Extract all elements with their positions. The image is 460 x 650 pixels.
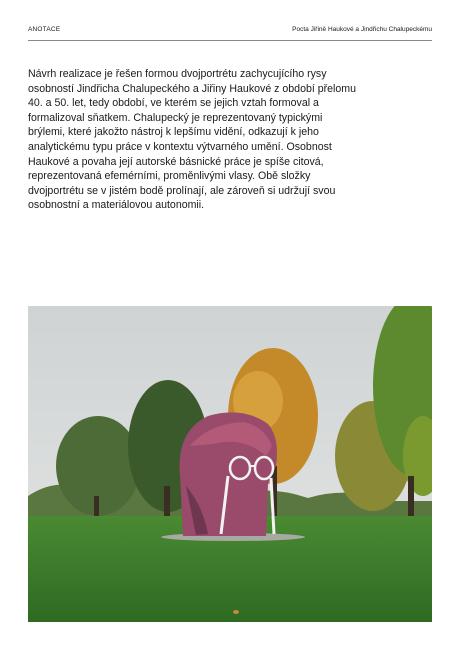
publication-title: Pocta Jiřině Haukové a Jindřichu Chalupeckému	[292, 26, 432, 33]
page-header	[28, 26, 432, 41]
sculpture-photo	[28, 306, 432, 622]
park-sculpture-image	[28, 306, 432, 622]
section-label: ANOTACE	[28, 26, 61, 33]
annotation-paragraph: Návrh realizace je řešen formou dvojportrétu zachycujícího rysy osobností Jindřicha Chalupeckého a Jiřiny Haukové z období přelomu 40. a 50. let, tedy období, ve kterém se jejich vztah formoval a formalizoval sňatkem. Chalupecký je reprezentovaný typickými brýlemi, které jakožto nástroj k lepšímu vidění, odkazují k jeho analytickému typu práce v kontextu výtvarného umění. Osobnost Haukové a povaha její autorské básnické práce je spíše citová, reprezentovaná efemérními, proměnlivými vlasy. Obě složky dvojportrétu se v jistém bodě prolínají, ale zároveň si udržují svou osobnostní a materiálovou autonomii.	[28, 68, 357, 212]
